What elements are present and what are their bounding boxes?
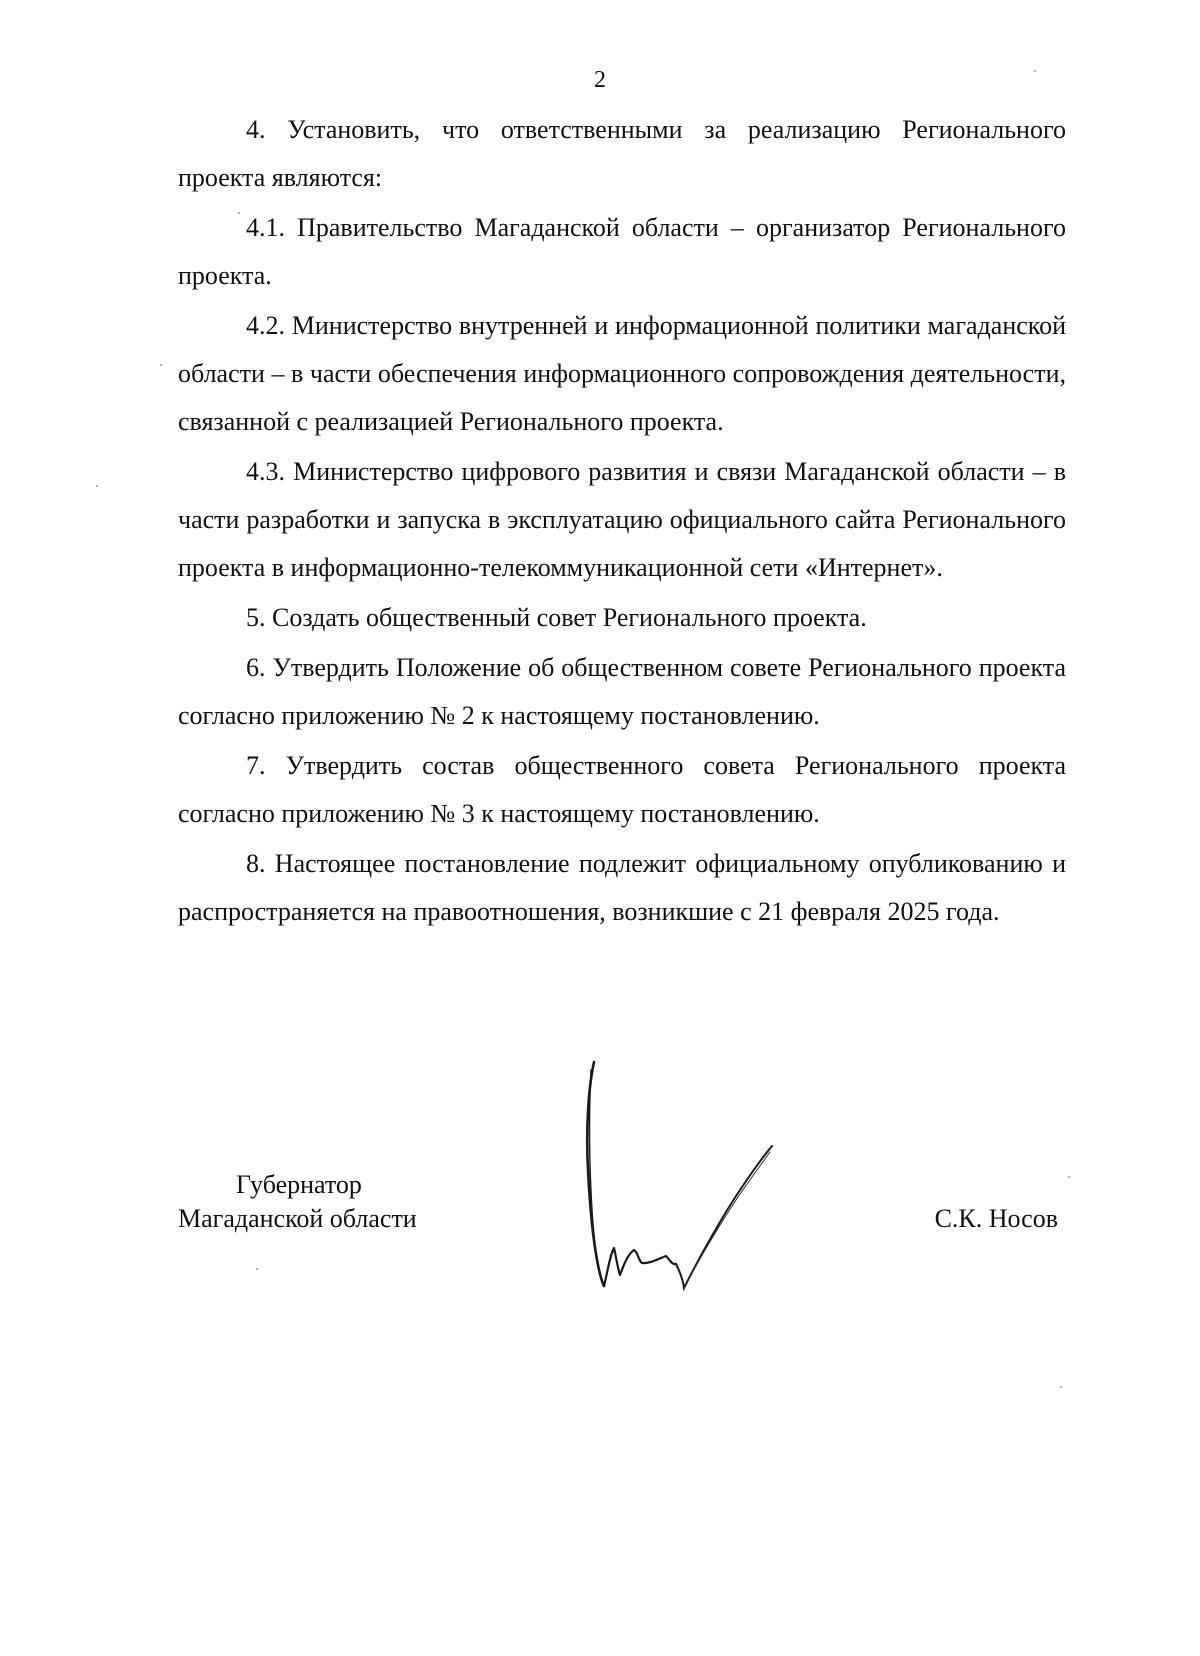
signature-block [0,1060,1200,1320]
handwritten-signature [580,1060,820,1310]
paragraph-4-1: 4.1. Правительство Магаданской области – организатор Регионального проекта. [178,213,1066,290]
page-number: 2 [594,67,606,93]
scan-speck [1068,1176,1070,1178]
scan-speck [96,485,98,487]
scan-speck [256,1268,258,1270]
paragraph-7: 7. Утвердить состав общественного совета Регионального проекта согласно приложению № 3 к настоящему постановлению. [178,751,1066,828]
paragraph-4-3: 4.3. Министерство цифрового развития и связи Магаданской области – в части разработки и запуска в эксплуатацию официального сайта Регионального проекта в информационно-телекоммуникационной сети «Интернет». [178,457,1066,582]
paragraph-4: 4. Установить, что ответственными за реализацию Регионального проекта являются: [178,115,1066,192]
paragraph-6: 6. Утвердить Положение об общественном совете Регионального проекта согласно приложению № 2 к настоящему постановлению. [178,653,1066,730]
document-body [178,106,1066,938]
signatory-name: С.К. Носов [934,1204,1058,1233]
paragraph-4-2: 4.2. Министерство внутренней и информационной политики магаданской области – в части обеспечения информационного сопровождения деятельности, связанной с реализацией Регионального проекта. [178,311,1066,436]
signatory-title-line2: Магаданской области [178,1204,417,1233]
scan-speck [160,364,162,366]
signatory-title-line1: Губернатор [236,1170,362,1199]
scan-speck [1060,1386,1062,1388]
signatory-title [178,1168,417,1236]
paragraph-5: 5. Создать общественный совет Регионального проекта. [246,603,867,632]
scan-speck [1034,70,1036,72]
scan-speck [238,212,240,214]
paragraph-8: 8. Настоящее постановление подлежит официальному опубликованию и распространяется на правоотношения, возникшие с 21 февраля 2025 года. [178,849,1066,926]
